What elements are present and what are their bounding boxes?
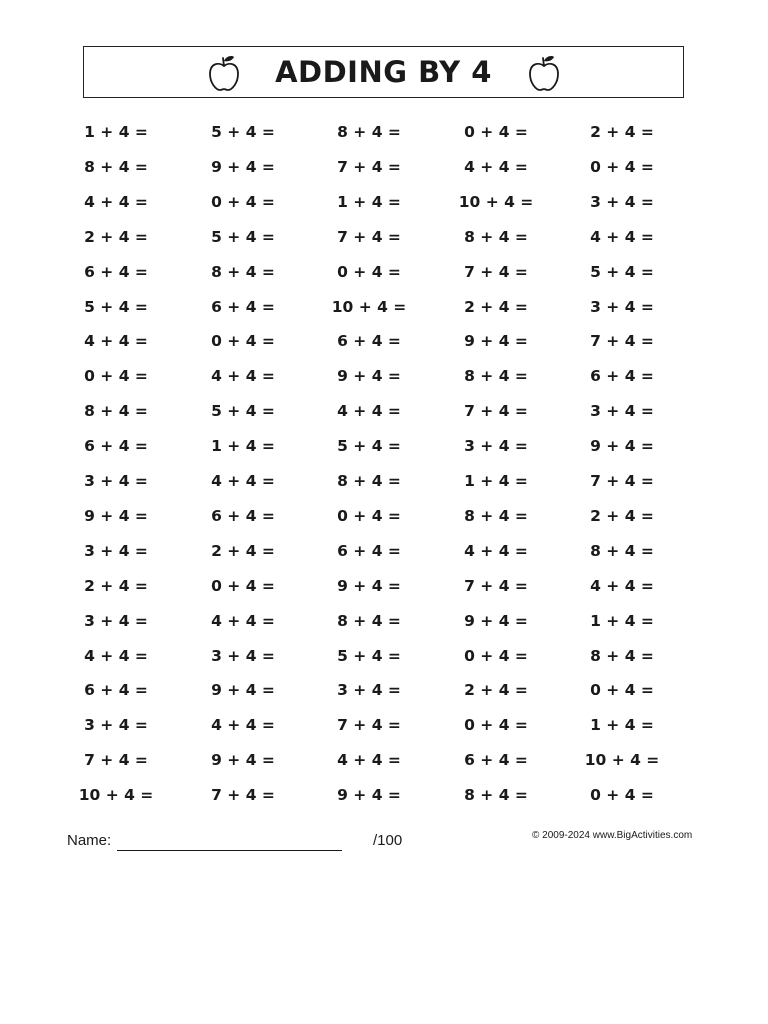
addition-problem: 2 + 4 =	[464, 297, 528, 316]
addition-problem: 4 + 4 =	[464, 157, 528, 176]
addition-problem: 9 + 4 =	[337, 576, 401, 595]
addition-problem: 10 + 4 =	[584, 751, 660, 770]
addition-problem: 3 + 4 =	[211, 646, 275, 665]
problem-row	[0, 150, 768, 184]
addition-problem: 8 + 4 =	[464, 786, 528, 805]
addition-problem: 6 + 4 =	[84, 437, 148, 456]
addition-problem: 3 + 4 =	[84, 472, 148, 490]
addition-problem: 9 + 4 =	[211, 157, 275, 176]
addition-problem: 7 + 4 =	[464, 262, 528, 281]
addition-problem: 4 + 4 =	[590, 576, 654, 595]
problem-row	[0, 115, 768, 149]
addition-problem: 6 + 4 =	[464, 751, 528, 770]
apple-icon	[527, 54, 561, 92]
addition-problem: 5 + 4 =	[590, 262, 654, 281]
addition-problem: 2 + 4 =	[211, 541, 275, 560]
addition-problem: 7 + 4 =	[337, 227, 401, 246]
problem-row	[0, 673, 768, 707]
problem-row	[0, 639, 768, 673]
addition-problem: 3 + 4 =	[590, 402, 654, 421]
addition-problem: 0 + 4 =	[464, 123, 528, 141]
addition-problem: 6 + 4 =	[211, 506, 275, 525]
worksheet-title: ADDING BY 4	[275, 55, 492, 89]
addition-problem: 9 + 4 =	[337, 367, 401, 386]
addition-problem: 3 + 4 =	[590, 192, 654, 211]
problem-row	[0, 429, 768, 463]
addition-problem: 4 + 4 =	[464, 541, 528, 560]
problem-row	[0, 708, 768, 742]
addition-problem: 0 + 4 =	[590, 681, 654, 700]
addition-problem: 1 + 4 =	[590, 716, 654, 735]
addition-problem: 5 + 4 =	[211, 402, 275, 421]
addition-problem: 3 + 4 =	[337, 681, 401, 700]
addition-problem: 8 + 4 =	[464, 506, 528, 525]
addition-problem: 4 + 4 =	[84, 646, 148, 665]
problem-row	[0, 324, 768, 358]
addition-problem: 2 + 4 =	[464, 681, 528, 700]
addition-problem: 8 + 4 =	[211, 262, 275, 281]
addition-problem: 0 + 4 =	[590, 157, 654, 176]
addition-problem: 8 + 4 =	[464, 367, 528, 386]
addition-problem: 1 + 4 =	[590, 611, 654, 630]
problem-row	[0, 255, 768, 289]
addition-problem: 10 + 4 =	[331, 297, 407, 316]
addition-problem: 8 + 4 =	[337, 472, 401, 490]
addition-problem: 9 + 4 =	[84, 506, 148, 525]
addition-problem: 1 + 4 =	[337, 192, 401, 211]
addition-problem: 6 + 4 =	[84, 681, 148, 700]
addition-problem: 6 + 4 =	[84, 262, 148, 281]
addition-problem: 5 + 4 =	[211, 123, 275, 141]
addition-problem: 10 + 4 =	[458, 192, 534, 211]
addition-problem: 1 + 4 =	[84, 123, 148, 141]
problem-row	[0, 743, 768, 777]
addition-problem: 3 + 4 =	[590, 297, 654, 316]
addition-problem: 4 + 4 =	[337, 751, 401, 770]
addition-problem: 8 + 4 =	[590, 541, 654, 560]
title-banner	[83, 46, 684, 98]
problem-row	[0, 499, 768, 533]
addition-problem: 2 + 4 =	[84, 227, 148, 246]
problem-row	[0, 569, 768, 603]
addition-problem: 9 + 4 =	[590, 437, 654, 456]
addition-problem: 9 + 4 =	[211, 681, 275, 700]
addition-problem: 6 + 4 =	[337, 332, 401, 351]
score-label: /100	[373, 832, 403, 849]
addition-problem: 0 + 4 =	[84, 367, 148, 386]
addition-problem: 9 + 4 =	[211, 751, 275, 770]
name-line	[117, 850, 342, 851]
addition-problem: 8 + 4 =	[84, 157, 148, 176]
addition-problem: 4 + 4 =	[84, 192, 148, 211]
addition-problem: 10 + 4 =	[78, 786, 154, 805]
addition-problem: 7 + 4 =	[464, 402, 528, 421]
addition-problem: 1 + 4 =	[464, 472, 528, 490]
addition-problem: 4 + 4 =	[211, 611, 275, 630]
addition-problem: 8 + 4 =	[464, 227, 528, 246]
addition-problem: 3 + 4 =	[84, 611, 148, 630]
addition-problem: 1 + 4 =	[211, 437, 275, 456]
addition-problem: 0 + 4 =	[211, 576, 275, 595]
addition-problem: 8 + 4 =	[337, 611, 401, 630]
addition-problem: 4 + 4 =	[211, 367, 275, 386]
problem-row	[0, 220, 768, 254]
addition-problem: 2 + 4 =	[590, 123, 654, 141]
problem-row	[0, 778, 768, 812]
addition-problem: 0 + 4 =	[464, 646, 528, 665]
addition-problem: 4 + 4 =	[211, 472, 275, 490]
problem-row	[0, 604, 768, 638]
addition-problem: 8 + 4 =	[590, 646, 654, 665]
addition-problem: 7 + 4 =	[84, 751, 148, 770]
addition-problem: 8 + 4 =	[84, 402, 148, 421]
problem-row	[0, 464, 768, 498]
addition-problem: 5 + 4 =	[337, 437, 401, 456]
addition-problem: 9 + 4 =	[464, 611, 528, 630]
addition-problem: 7 + 4 =	[590, 472, 654, 490]
problem-row	[0, 394, 768, 428]
addition-problem: 5 + 4 =	[84, 297, 148, 316]
addition-problem: 0 + 4 =	[464, 716, 528, 735]
addition-problem: 0 + 4 =	[590, 786, 654, 805]
addition-problem: 6 + 4 =	[590, 367, 654, 386]
addition-problem: 0 + 4 =	[211, 192, 275, 211]
addition-problem: 0 + 4 =	[337, 262, 401, 281]
addition-problem: 3 + 4 =	[84, 541, 148, 560]
addition-problem: 2 + 4 =	[84, 576, 148, 595]
addition-problem: 7 + 4 =	[337, 157, 401, 176]
addition-problem: 0 + 4 =	[337, 506, 401, 525]
addition-problem: 5 + 4 =	[211, 227, 275, 246]
problem-row	[0, 359, 768, 393]
addition-problem: 8 + 4 =	[337, 123, 401, 141]
addition-problem: 6 + 4 =	[211, 297, 275, 316]
name-label: Name:	[67, 832, 112, 849]
problem-row	[0, 534, 768, 568]
addition-problem: 4 + 4 =	[590, 227, 654, 246]
addition-problem: 4 + 4 =	[337, 402, 401, 421]
addition-problem: 5 + 4 =	[337, 646, 401, 665]
problem-row	[0, 185, 768, 219]
addition-problem: 7 + 4 =	[590, 332, 654, 351]
addition-problem: 2 + 4 =	[590, 506, 654, 525]
addition-problem: 3 + 4 =	[464, 437, 528, 456]
problem-row	[0, 290, 768, 324]
addition-problem: 7 + 4 =	[337, 716, 401, 735]
addition-problem: 4 + 4 =	[84, 332, 148, 351]
addition-problem: 0 + 4 =	[211, 332, 275, 351]
addition-problem: 4 + 4 =	[211, 716, 275, 735]
addition-problem: 7 + 4 =	[464, 576, 528, 595]
addition-problem: 6 + 4 =	[337, 541, 401, 560]
addition-problem: 9 + 4 =	[464, 332, 528, 351]
addition-problem: 9 + 4 =	[337, 786, 401, 805]
copyright-text: © 2009-2024 www.BigActivities.com	[532, 830, 693, 841]
addition-problem: 3 + 4 =	[84, 716, 148, 735]
addition-problem: 7 + 4 =	[211, 786, 275, 805]
